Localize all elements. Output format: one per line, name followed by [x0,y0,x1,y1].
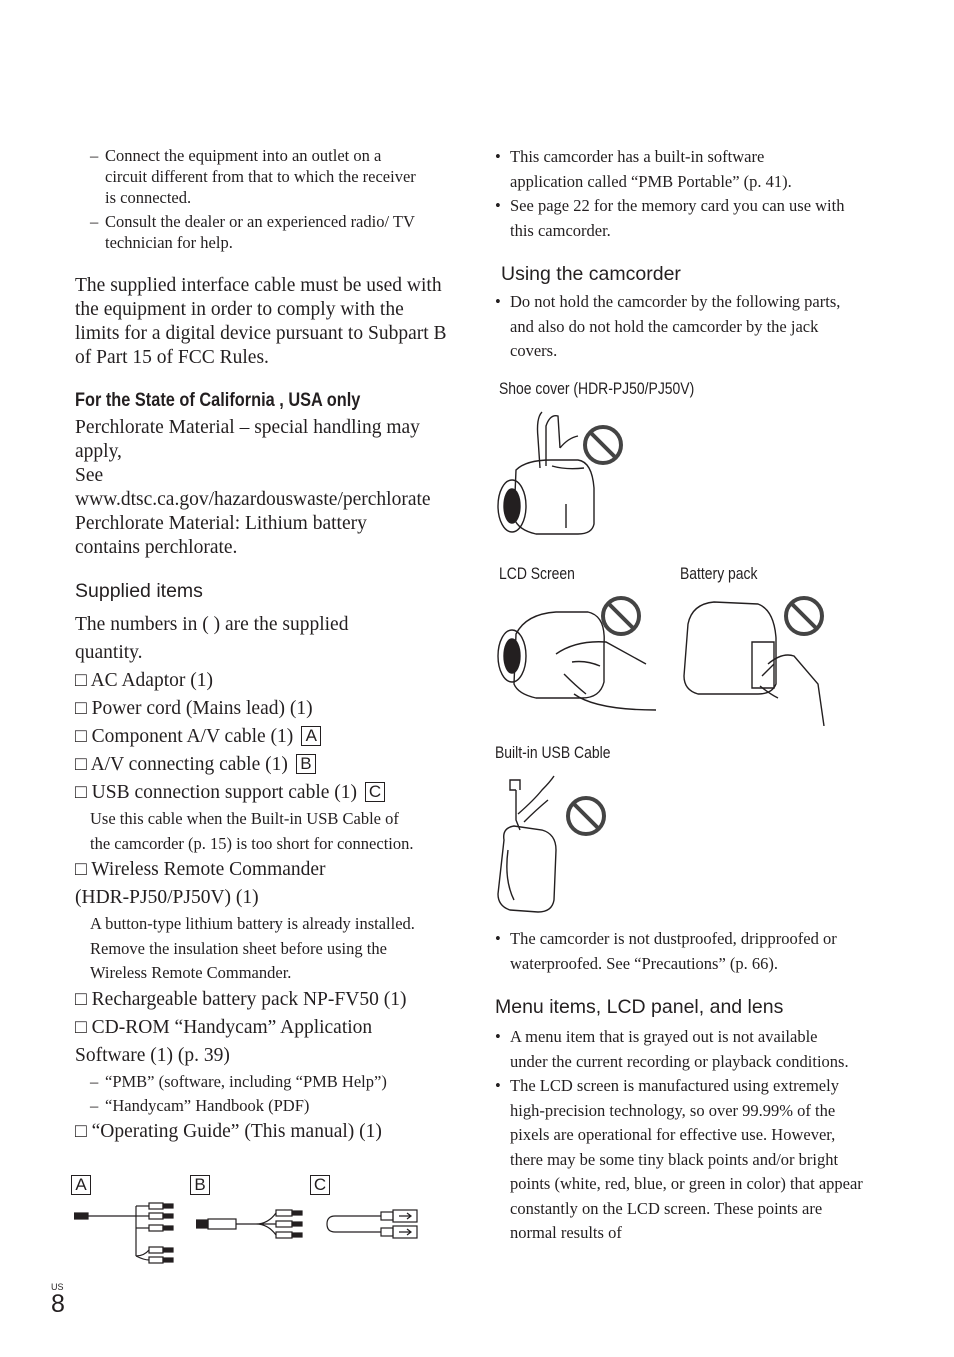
item-ac-adaptor: □ AC Adaptor (1) [75,670,213,691]
left-column [75,145,447,1146]
item-av-cable [75,751,447,779]
dash-item: – Connect the equipment into an outlet on a circuit different from that to which the receiver is connected. [90,145,425,208]
using-camcorder-heading: Using the camcorder [501,263,681,285]
bullet-item: • A menu item that is grayed out is not available under the current recording or playback conditions. [495,1025,855,1074]
remote-note: A button-type lithium battery is already installed. Remove the insulation sheet before using the Wireless Remote Commander. [90,914,415,982]
california-line: See [75,465,104,486]
bullet-item: • The LCD screen is manufactured using extremely high-precision technology, so over 99.99% of the pixels are operational for effective use. However, there may be some tiny black points and/or bright points (white, red, blue, or green in color) that appear constantly on the LCD screen. These points are normal results of [495,1074,865,1246]
supplied-items-heading: Supplied items [75,580,203,602]
item-operating-guide: □ “Operating Guide” (This manual) (1) [75,1120,382,1142]
usb-cable-grip-illustration [494,770,610,914]
lcd-screen-illustration [496,594,656,712]
av-cable-illustration [196,1208,308,1240]
item-component-cable [75,723,447,751]
cable-label-b: B [190,1175,210,1195]
supplied-intro: The numbers in ( ) are the supplied quantity. [75,614,349,663]
label-b-box: B [296,754,316,774]
right-column-lower [495,927,867,1246]
item-battery: □ Rechargeable battery pack NP-FV50 (1) [75,988,407,1010]
bullet-item: • Do not hold the camcorder by the following parts, and also do not hold the camcorder by the jack covers. [495,290,855,364]
item-usb-label: □ USB connection support cable (1) [75,782,358,803]
california-line: Perchlorate Material – special handling may apply, [75,417,420,462]
cable-label-a: A [71,1175,91,1195]
bullet-item: • The camcorder is not dustproofed, dripproofed or waterproofed. See “Precautions” (p. 66). [495,927,865,976]
menu-bullets [495,1025,867,1246]
item-component-label: □ Component A/V cable (1) [75,726,294,747]
page-number [51,1282,65,1319]
bullet-item: • See page 22 for the memory card you can use with this camcorder. [495,194,865,243]
item-power-cord: □ Power cord (Mains lead) (1) [75,698,313,719]
bullet-item: • This camcorder has a built-in software application called “PMB Portable” (p. 41). [495,145,840,194]
page-number-value: 8 [51,1290,65,1318]
cable-label-c: C [310,1175,330,1195]
california-block [75,416,447,560]
cdrom-sublist [90,1070,447,1118]
shoe-cover-illustration [496,408,628,540]
california-line: Perchlorate Material: Lithium battery contains perchlorate. [75,513,367,558]
page-region-code: US [51,1282,64,1292]
label-c-box: C [365,782,385,802]
menu-items-heading: Menu items, LCD panel, and lens [495,996,784,1018]
item-av-label: □ A/V connecting cable (1) [75,754,288,775]
using-bullets [495,290,867,364]
cdrom-sub-item: – “Handycam” Handbook (PDF) [90,1094,447,1118]
component-cable-illustration [74,1198,184,1266]
dash-item: – Consult the dealer or an experienced radio/ TV technician for help. [90,211,433,253]
dustproof-bullets [495,927,867,976]
caption-battery-pack: Battery pack [680,564,758,583]
interference-list [90,145,447,253]
battery-pack-illustration [678,594,830,726]
california-url: www.dtsc.ca.gov/hazardouswaste/perchlorate [75,489,431,510]
caption-usb-cable: Built-in USB Cable [495,743,611,762]
cdrom-sub-item: – “PMB” (software, including “PMB Help”) [90,1070,447,1094]
usb-note: Use this cable when the Built-in USB Cable of the camcorder (p. 15) is too short for connection. [90,809,414,853]
caption-lcd-screen: LCD Screen [499,564,575,583]
software-bullets [495,145,867,243]
item-usb-cable [75,779,447,807]
interface-cable-paragraph: The supplied interface cable must be used with the equipment in order to comply with the limits for a digital device pursuant to Subpart B of Part 15 of FCC Rules. [75,275,447,368]
caption-shoe-cover: Shoe cover (HDR-PJ50/PJ50V) [499,379,695,398]
item-cdrom: □ CD-ROM “Handycam” Application Software (1) (p. 39) [75,1016,373,1066]
california-heading: For the State of California , USA only [75,390,361,411]
right-column [495,145,867,364]
usb-cable-illustration [323,1206,423,1242]
item-remote: □ Wireless Remote Commander (HDR-PJ50/PJ50V) (1) [75,859,326,908]
label-a-box: A [301,726,321,746]
